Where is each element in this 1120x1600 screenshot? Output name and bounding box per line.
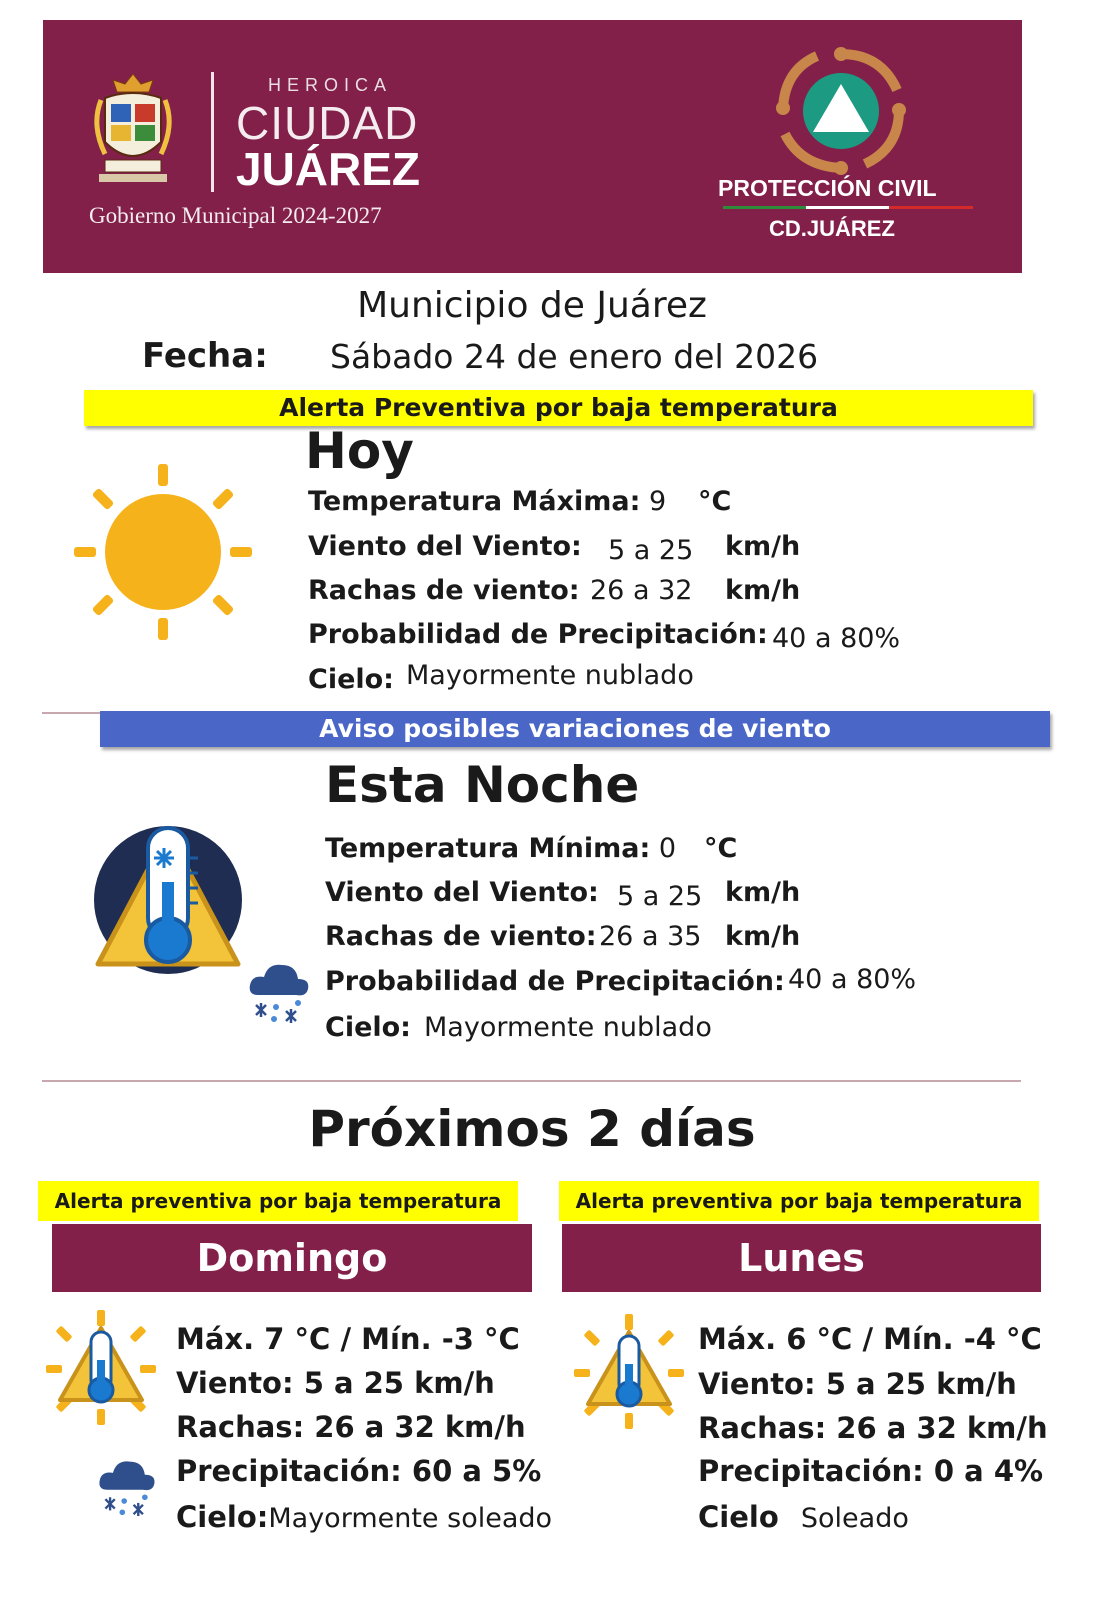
tonight-gust-unit: km/h (725, 921, 801, 952)
today-temp-unit: °C (698, 486, 732, 517)
day1-precip-label: Precipitación: (176, 1454, 402, 1488)
day2-max-label: Máx. (698, 1322, 777, 1356)
fecha-value: Sábado 24 de enero del 2026 (330, 337, 819, 376)
snow-cloud-icon (246, 955, 312, 1027)
stripe-white (806, 206, 889, 209)
day1-gust-label: Rachas: (176, 1410, 305, 1444)
day2-wind-value: 5 a 25 km/h (825, 1367, 1017, 1401)
tonight-notice-banner: Aviso posibles variaciones de viento (100, 711, 1050, 747)
day2-precip-label: Precipitación: (698, 1454, 924, 1488)
day1-alert-banner: Alerta preventiva por baja temperatura (38, 1181, 518, 1221)
today-temp-value: 9 (649, 486, 667, 517)
stripe-red (889, 206, 973, 209)
day1-max-value: 7 °C (264, 1322, 331, 1356)
day1-gust-value: 26 a 32 km/h (314, 1410, 526, 1444)
today-precip-value: 40 a 80% (772, 623, 901, 654)
tonight-temp-label: Temperatura Mínima: (325, 833, 651, 864)
day1-wind-value: 5 a 25 km/h (303, 1366, 495, 1400)
day2-wind-row (698, 1367, 1017, 1401)
day1-snow-cloud-icon (96, 1452, 158, 1520)
day2-alert-banner: Alerta preventiva por baja temperatura (559, 1181, 1039, 1221)
pc-subtitle: CD.JUÁREZ (769, 216, 895, 241)
tonight-sky-label: Cielo: (325, 1012, 411, 1043)
day2-max-value: 6 °C (786, 1322, 853, 1356)
day1-sky-row (176, 1500, 552, 1534)
cold-thermometer-icon (88, 818, 248, 983)
today-alert-banner: Alerta Preventiva por baja temperatura (84, 390, 1033, 426)
tonight-temp-unit: °C (704, 833, 738, 864)
today-title: Hoy (305, 422, 414, 480)
day2-precip-value: 0 a 4% (933, 1454, 1044, 1488)
day2-wind-label: Viento: (698, 1367, 816, 1401)
tonight-gust-value: 26 a 35 (599, 921, 702, 952)
tonight-temp-value: 0 (658, 833, 677, 864)
today-gust-label: Rachas de viento: (308, 575, 580, 606)
tonight-gust-label: Rachas de viento: (325, 921, 597, 952)
logo-juarez-text: JUÁREZ (236, 143, 421, 195)
day2-precip-row (698, 1454, 1043, 1488)
day2-name: Lunes (562, 1224, 1041, 1292)
day2-temp-row (698, 1322, 1042, 1356)
today-gust-value: 26 a 32 (590, 575, 693, 606)
day1-sun-thermometer-icon (46, 1310, 156, 1425)
tonight-title: Esta Noche (325, 756, 640, 814)
logo-ciudad-text: CIUDAD (236, 97, 419, 149)
header-banner (43, 20, 1022, 273)
proteccion-civil-logo (771, 44, 911, 176)
today-temp-row (308, 486, 666, 517)
day1-max-label: Máx. (176, 1322, 255, 1356)
day2-gust-value: 26 a 32 km/h (836, 1411, 1048, 1445)
tonight-precip-value: 40 a 80% (788, 964, 917, 995)
today-temp-label: Temperatura Máxima: (308, 486, 641, 517)
today-gust-unit: km/h (725, 575, 801, 606)
day2-gust-row (698, 1411, 1048, 1445)
day1-wind-row (176, 1366, 495, 1400)
today-wind-value: 5 a 25 (608, 535, 694, 566)
logo-gobierno-text: Gobierno Municipal 2024-2027 (89, 203, 382, 228)
day1-precip-row (176, 1454, 541, 1488)
day2-sky-label: Cielo (698, 1500, 779, 1534)
tonight-wind-value: 5 a 25 (617, 881, 703, 912)
day2-sky-row (698, 1500, 909, 1534)
day1-sky-label: Cielo: (176, 1500, 269, 1534)
day1-name: Domingo (52, 1224, 532, 1292)
day2-min-value: -4 °C (963, 1322, 1042, 1356)
day1-min-value: -3 °C (441, 1322, 520, 1356)
day2-sun-thermometer-icon (574, 1314, 684, 1429)
day2-sky-value: Soleado (800, 1503, 909, 1534)
stripe-green (723, 206, 806, 209)
logo-heroica-text: HEROICA (268, 75, 393, 95)
coat-of-arms-logo (91, 70, 175, 188)
header-divider (211, 72, 214, 192)
day1-wind-label: Viento: (176, 1366, 294, 1400)
today-wind-unit: km/h (725, 531, 801, 562)
day2-min-label: / Mín. (862, 1322, 954, 1356)
tonight-wind-label: Viento del Viento: (325, 877, 599, 908)
fecha-label: Fecha: (142, 336, 268, 376)
tonight-sky-value: Mayormente nublado (424, 1012, 712, 1043)
tonight-temp-row (325, 833, 676, 864)
sun-icon (68, 460, 258, 650)
section-divider-2 (42, 1080, 1021, 1082)
today-wind-label: Viento del Viento: (308, 531, 582, 562)
tonight-wind-unit: km/h (725, 877, 801, 908)
section-divider-1 (42, 712, 102, 714)
municipio-title: Municipio de Juárez (357, 285, 707, 326)
day1-gust-row (176, 1410, 526, 1444)
tonight-precip-label: Probabilidad de Precipitación: (325, 966, 785, 997)
pc-title: PROTECCIÓN CIVIL (718, 175, 937, 201)
today-precip-label: Probabilidad de Precipitación: (308, 619, 768, 650)
day1-min-label: / Mín. (340, 1322, 432, 1356)
next-days-title: Próximos 2 días (308, 1100, 756, 1158)
day1-sky-value: Mayormente soleado (268, 1503, 553, 1534)
day1-precip-value: 60 a 5% (411, 1454, 542, 1488)
day2-gust-label: Rachas: (698, 1411, 827, 1445)
today-sky-value: Mayormente nublado (406, 660, 694, 691)
today-sky-label: Cielo: (308, 664, 394, 695)
day1-temp-row (176, 1322, 520, 1356)
